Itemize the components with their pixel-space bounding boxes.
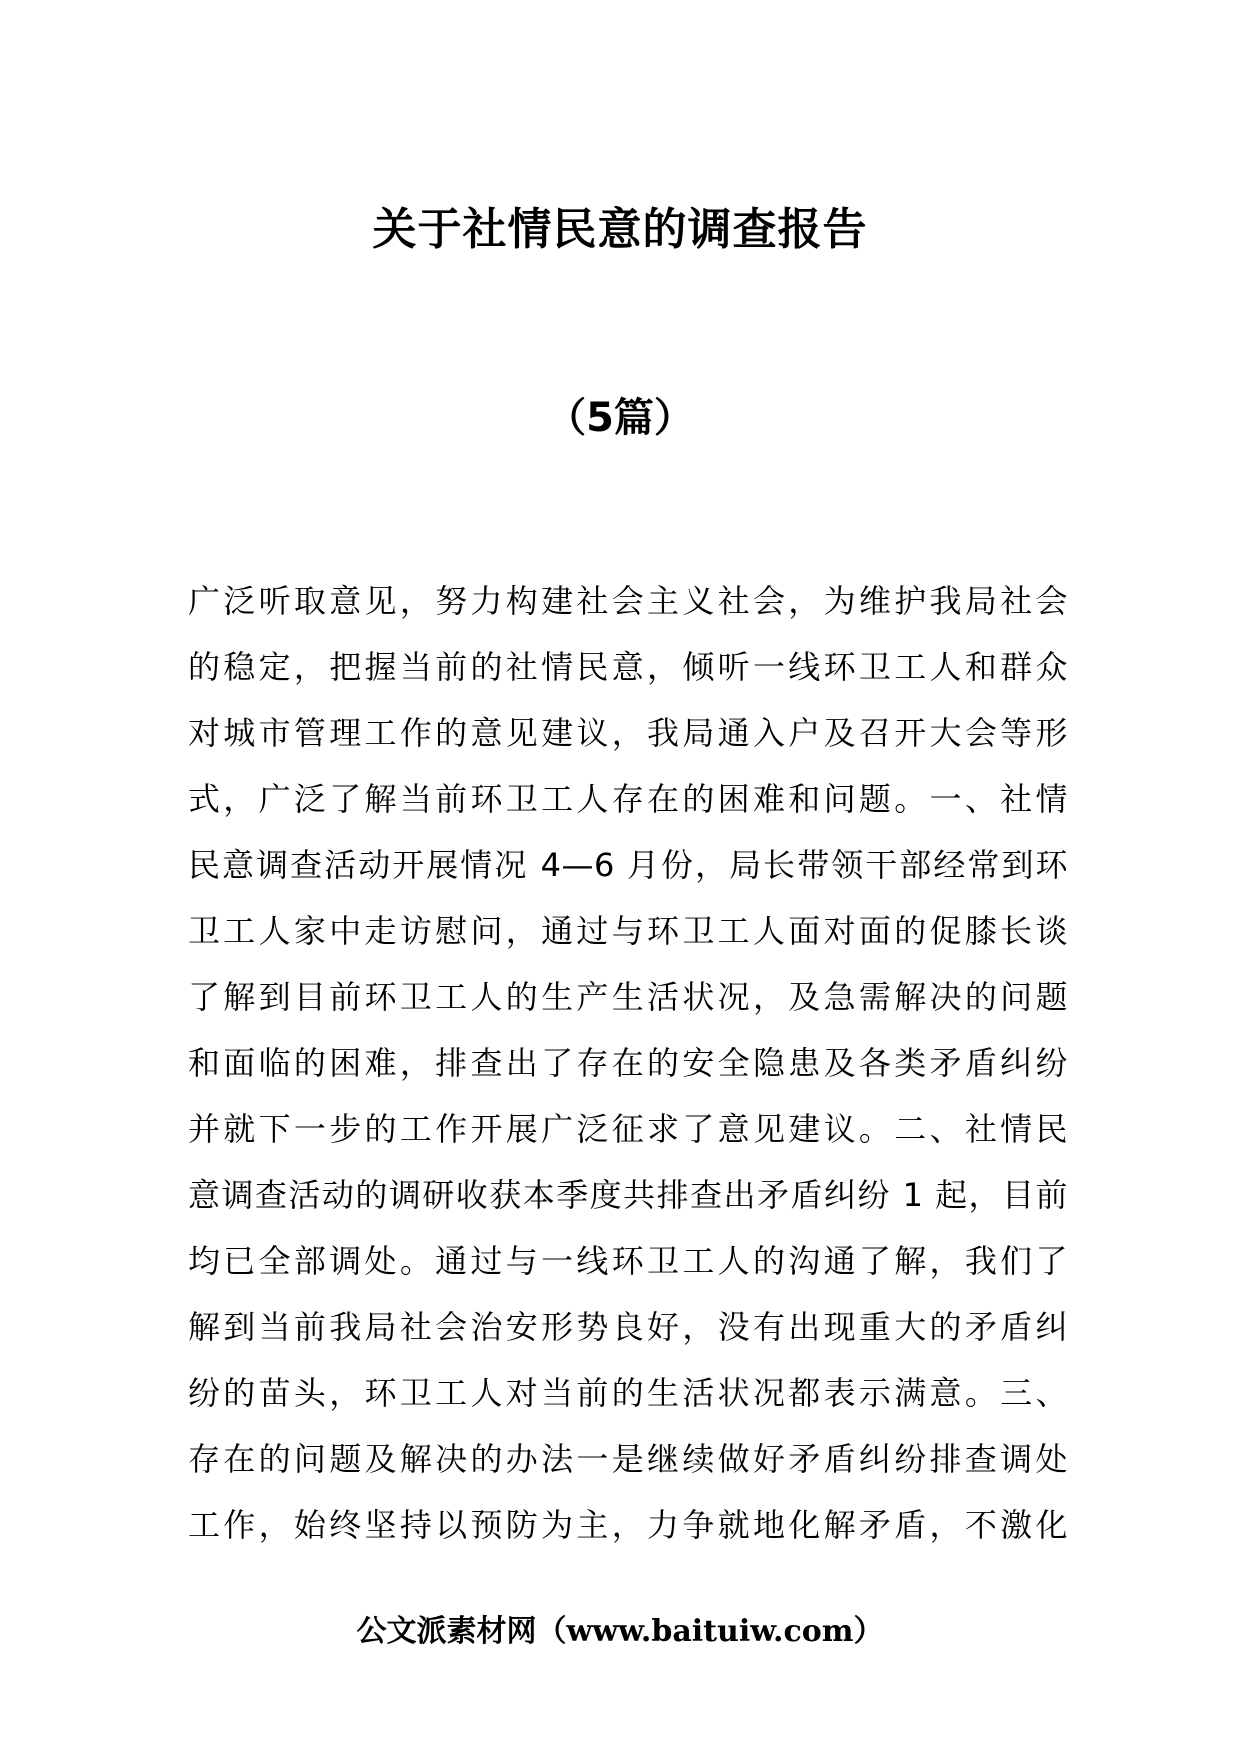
- body-line: 广泛听取意见，努力构建社会主义社会，为维护我局社会: [188, 582, 1068, 620]
- body-line: 和面临的困难，排查出了存在的安全隐患及各类矛盾纠纷: [188, 1044, 1068, 1082]
- body-line: 意调查活动的调研收获本季度共排查出矛盾纠纷 1 起，目前: [188, 1176, 1068, 1214]
- document-subtitle: （5篇）: [546, 395, 694, 441]
- body-line: 对城市管理工作的意见建议，我局通入户及召开大会等形: [188, 714, 1068, 752]
- body-line: 解到当前我局社会治安形势良好，没有出现重大的矛盾纠: [188, 1308, 1068, 1346]
- body-line: 民意调查活动开展情况 4—6 月份，局长带领干部经常到环: [188, 846, 1068, 884]
- source-footer: 公文派素材网（www.baituiw.com）: [356, 1614, 884, 1649]
- body-line: 均已全部调处。通过与一线环卫工人的沟通了解，我们了: [188, 1242, 1068, 1280]
- body-line: 工作，始终坚持以预防为主，力争就地化解矛盾，不激化: [188, 1506, 1068, 1544]
- body-line: 存在的问题及解决的办法一是继续做好矛盾纠纷排查调处: [188, 1440, 1068, 1478]
- body-line: 并就下一步的工作开展广泛征求了意见建议。二、社情民: [188, 1110, 1068, 1148]
- body-line: 了解到目前环卫工人的生产生活状况，及急需解决的问题: [188, 978, 1068, 1016]
- body-line: 纷的苗头，环卫工人对当前的生活状况都表示满意。三、: [188, 1374, 1068, 1412]
- body-text: [188, 568, 1068, 1558]
- body-line: 式，广泛了解当前环卫工人存在的困难和问题。一、社情: [188, 780, 1068, 818]
- body-line: 卫工人家中走访慰问，通过与环卫工人面对面的促膝长谈: [188, 912, 1068, 950]
- body-line: 的稳定，把握当前的社情民意，倾听一线环卫工人和群众: [188, 648, 1068, 686]
- document-title: 关于社情民意的调查报告: [372, 204, 868, 255]
